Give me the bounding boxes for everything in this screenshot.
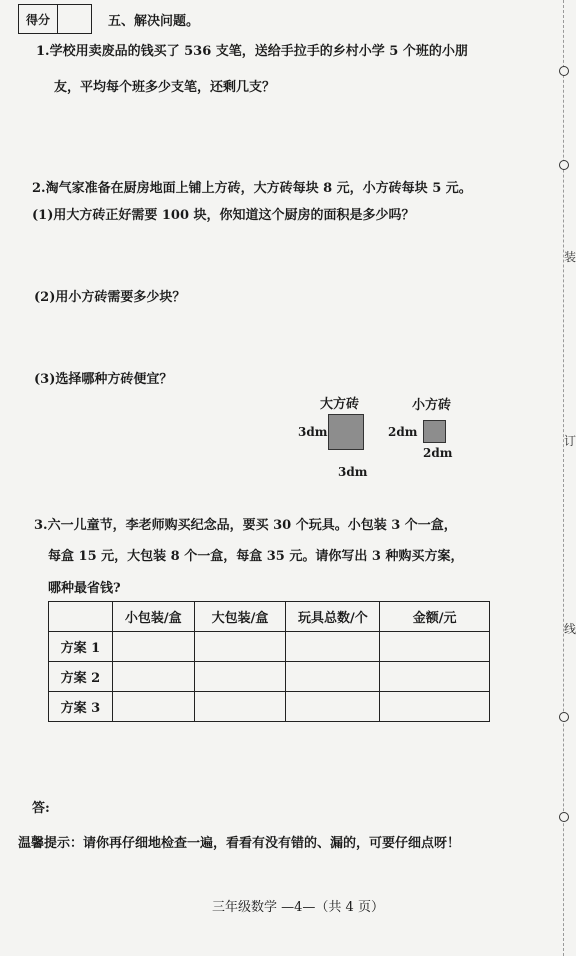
table-header-total-toys: 玩具总数/个: [286, 602, 380, 632]
reminder-text: 温馨提示：请你再仔细地检查一遍，看看有没有错的、漏的，可要仔细点呀！: [18, 836, 461, 851]
answer-cell[interactable]: [286, 662, 380, 692]
plan-1-label: 方案 1: [49, 632, 113, 662]
big-tile-square: [328, 414, 364, 450]
big-tile-label: 大方砖: [320, 397, 360, 412]
table-header-row: [49, 602, 490, 632]
q2-part2: (2)用小方砖需要多少块？: [34, 290, 186, 305]
score-blank[interactable]: [58, 5, 91, 33]
small-tile-square: [423, 420, 446, 443]
table-header-amount: 金额/元: [380, 602, 490, 632]
answer-cell[interactable]: [380, 632, 490, 662]
big-tile-side-left: 3dm: [298, 425, 328, 439]
score-label: 得分: [19, 5, 58, 33]
small-tile-side-bottom: 2dm: [423, 446, 453, 460]
q1-line1: 1.学校用卖废品的钱买了 536 支笔，送给手拉手的乡村小学 5 个班的小朋: [36, 44, 468, 59]
answer-label: 答:: [32, 801, 50, 816]
answer-cell[interactable]: [112, 692, 194, 722]
binding-ring: [559, 812, 569, 822]
table-row: [49, 662, 490, 692]
answer-cell[interactable]: [112, 662, 194, 692]
table-row: [49, 692, 490, 722]
answer-cell[interactable]: [286, 632, 380, 662]
section-title: 五、解决问题。: [108, 14, 200, 29]
q2-intro: 2.淘气家准备在厨房地面上铺上方砖，大方砖每块 8 元，小方砖每块 5 元。: [32, 181, 472, 196]
q3-line1: 3.六一儿童节，李老师购买纪念品，要买 30 个玩具。小包装 3 个一盒，: [34, 518, 457, 533]
q2-part3: (3)选择哪种方砖便宜？: [34, 372, 173, 387]
binding-ring: [559, 66, 569, 76]
table-header-corner: [49, 602, 113, 632]
answer-cell[interactable]: [112, 632, 194, 662]
answer-cell[interactable]: [380, 692, 490, 722]
answer-cell[interactable]: [380, 662, 490, 692]
small-tile-side-left: 2dm: [388, 425, 418, 439]
small-tile-label: 小方砖: [412, 398, 452, 413]
answer-cell[interactable]: [194, 662, 286, 692]
answer-cell[interactable]: [286, 692, 380, 722]
q2-part1: (1)用大方砖正好需要 100 块，你知道这个厨房的面积是多少吗？: [32, 208, 415, 223]
answer-cell[interactable]: [194, 692, 286, 722]
binding-mark-2: 订: [564, 434, 576, 448]
q1-line2: 友，平均每个班多少支笔，还剩几支？: [54, 80, 276, 95]
table-row: [49, 632, 490, 662]
table-header-small-pack: 小包装/盒: [112, 602, 194, 632]
plan-3-label: 方案 3: [49, 692, 113, 722]
binding-mark-1: 装: [564, 250, 576, 264]
plan-2-label: 方案 2: [49, 662, 113, 692]
binding-ring: [559, 712, 569, 722]
score-box: [18, 4, 92, 34]
plan-table: [48, 601, 490, 722]
q3-line2: 每盒 15 元，大包装 8 个一盒，每盒 35 元。请你写出 3 种购买方案，: [48, 549, 464, 564]
page-footer: 三年级数学 —4—（共 4 页）: [212, 900, 384, 915]
binding-ring: [559, 160, 569, 170]
binding-mark-3: 线: [564, 622, 576, 636]
big-tile-side-bottom: 3dm: [338, 465, 368, 479]
table-header-large-pack: 大包装/盒: [194, 602, 286, 632]
answer-cell[interactable]: [194, 632, 286, 662]
q3-line3: 哪种最省钱?: [48, 581, 121, 596]
